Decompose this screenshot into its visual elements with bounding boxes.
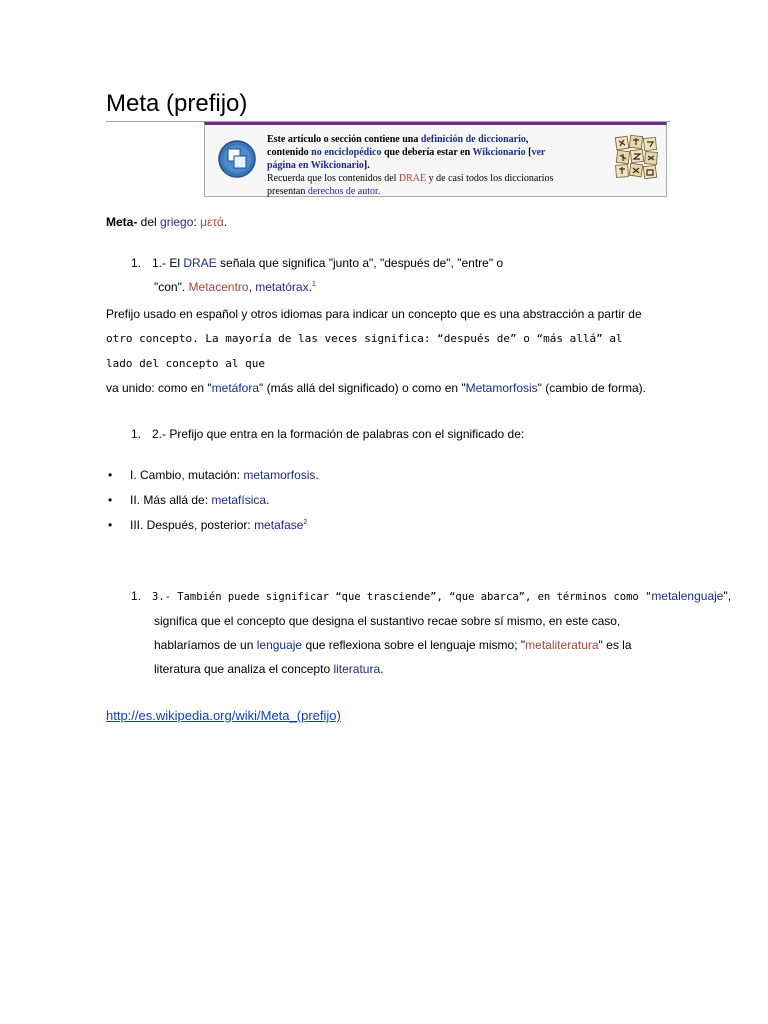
- metamorfosis-link[interactable]: Metamorfosis: [465, 381, 538, 395]
- dictionary-definition-link[interactable]: definición de diccionario: [420, 134, 526, 145]
- view-page-link[interactable]: ver: [531, 147, 546, 158]
- item-text: que reflexiona sobre el lenguaje mismo; ": [302, 638, 526, 652]
- list-item: [108, 463, 319, 488]
- list-item: [108, 488, 319, 513]
- paragraph-text: " (cambio de forma).: [537, 381, 646, 395]
- item-text: 1.- El: [152, 256, 184, 270]
- item-text: literatura que analiza el concepto: [154, 662, 334, 676]
- item-text: señala que significa "junto a", "después de", "entre" o: [216, 256, 504, 270]
- numbered-item-3: [131, 584, 731, 681]
- numbered-item-2: [131, 422, 524, 446]
- notice-text: y de casi todos los diccionarios: [426, 173, 554, 184]
- notice-message: [267, 133, 607, 198]
- list-item-text: II. Más allá de:: [130, 493, 212, 507]
- wiktionary-page-link[interactable]: página en Wikcionario: [267, 160, 364, 171]
- lead-term: Meta-: [106, 215, 138, 229]
- list-item-text: .: [315, 468, 319, 482]
- footnote-ref-1[interactable]: 1: [311, 281, 316, 288]
- notice-text: presentan: [267, 186, 308, 197]
- item-text: 3.- También puede significar “que trasciende”, “que abarca”, en términos como ": [152, 591, 652, 603]
- item-continuation: [131, 633, 731, 657]
- lead-sentence: [106, 210, 227, 234]
- metacentro-link[interactable]: Metacentro: [188, 280, 249, 294]
- metaliteratura-link[interactable]: metaliteratura: [525, 638, 599, 652]
- item-continuation: [131, 275, 503, 299]
- item-text: "con".: [154, 280, 189, 294]
- wiktionary-link[interactable]: Wikcionario: [472, 147, 526, 158]
- notice-text: contenido: [267, 147, 312, 158]
- lead-text: del: [137, 215, 161, 229]
- item-continuation: [131, 657, 731, 681]
- list-item-text: I. Cambio, mutación:: [130, 468, 244, 482]
- drae-notice-link[interactable]: DRAE: [398, 173, 427, 184]
- bullet-icon: •: [108, 518, 113, 532]
- item-text: ",: [723, 589, 732, 603]
- item-text: 2.- Prefijo que entra en la formación de palabras con el significado de:: [152, 427, 525, 441]
- item-text: .: [380, 662, 384, 676]
- lenguaje-link[interactable]: lenguaje: [256, 638, 303, 652]
- footnote-ref-2[interactable]: 2: [303, 519, 308, 526]
- item-number: 1.: [131, 589, 142, 603]
- bullet-icon: •: [108, 468, 113, 482]
- metamorfosis-list-link[interactable]: metamorfosis: [243, 468, 316, 482]
- notice-text: que debería estar en: [381, 147, 473, 158]
- notice-text: [: [525, 147, 532, 158]
- wiktionary-copy-icon: [217, 139, 257, 179]
- paragraph-text: " (más allá del significado) o como en ": [259, 381, 466, 395]
- source-url-link[interactable]: http://es.wikipedia.org/wiki/Meta_(prefijo): [106, 708, 341, 723]
- greek-word-link[interactable]: μετά: [200, 215, 224, 229]
- item-number: 1.: [131, 256, 142, 270]
- bullet-icon: •: [108, 493, 113, 507]
- metatorax-link[interactable]: metatórax: [255, 280, 309, 294]
- notice-text: .: [377, 186, 381, 197]
- list-item: [108, 513, 319, 538]
- notice-text: Este artículo o sección contiene una: [267, 134, 421, 145]
- metafora-link[interactable]: metáfora: [211, 381, 260, 395]
- page-title: Meta (prefijo): [106, 88, 670, 122]
- metafase-link[interactable]: metafase: [254, 518, 304, 532]
- literatura-link[interactable]: literatura: [333, 662, 381, 676]
- notice-text: Recuerda que los contenidos del: [267, 173, 399, 184]
- numbered-item-1: [131, 251, 503, 299]
- copyright-link[interactable]: derechos de autor: [307, 186, 378, 197]
- greek-link[interactable]: griego: [160, 215, 194, 229]
- wiktionary-tiles-icon: [614, 135, 658, 179]
- item-text: .: [308, 280, 312, 294]
- item-text: ,: [248, 280, 256, 294]
- metalenguaje-link[interactable]: metalenguaje: [651, 589, 724, 603]
- paragraph-text: va unido: como en ": [106, 381, 212, 395]
- lead-text: .: [223, 215, 228, 229]
- notice-text: ,: [525, 134, 529, 145]
- list-item-text: .: [266, 493, 270, 507]
- dictionary-notice-box: [204, 122, 667, 197]
- metafisica-link[interactable]: metafísica: [211, 493, 267, 507]
- notice-text: ].: [363, 160, 370, 171]
- drae-link[interactable]: DRAE: [183, 256, 217, 270]
- paragraph-text: Prefijo usado en español y otros idiomas para indicar un concepto que es una abstracción a partir de: [106, 307, 642, 321]
- item-text: " es la: [598, 638, 632, 652]
- lead-text: :: [193, 215, 201, 229]
- item-number: 1.: [131, 427, 142, 441]
- meaning-list: [108, 463, 319, 538]
- list-item-text: III. Después, posterior:: [130, 518, 255, 532]
- item-continuation: significa que el concepto que designa el sustantivo recae sobre sí mismo, en este caso,: [154, 614, 621, 628]
- paragraph-prefix-usage: [106, 302, 646, 400]
- item-text: hablaríamos de un: [154, 638, 257, 652]
- paragraph-text: otro concepto. La mayoría de las veces significa: “después de” o “más allá” al lado del concepto al que: [106, 332, 623, 370]
- non-encyclopedic-link[interactable]: no enciclopédico: [311, 147, 382, 158]
